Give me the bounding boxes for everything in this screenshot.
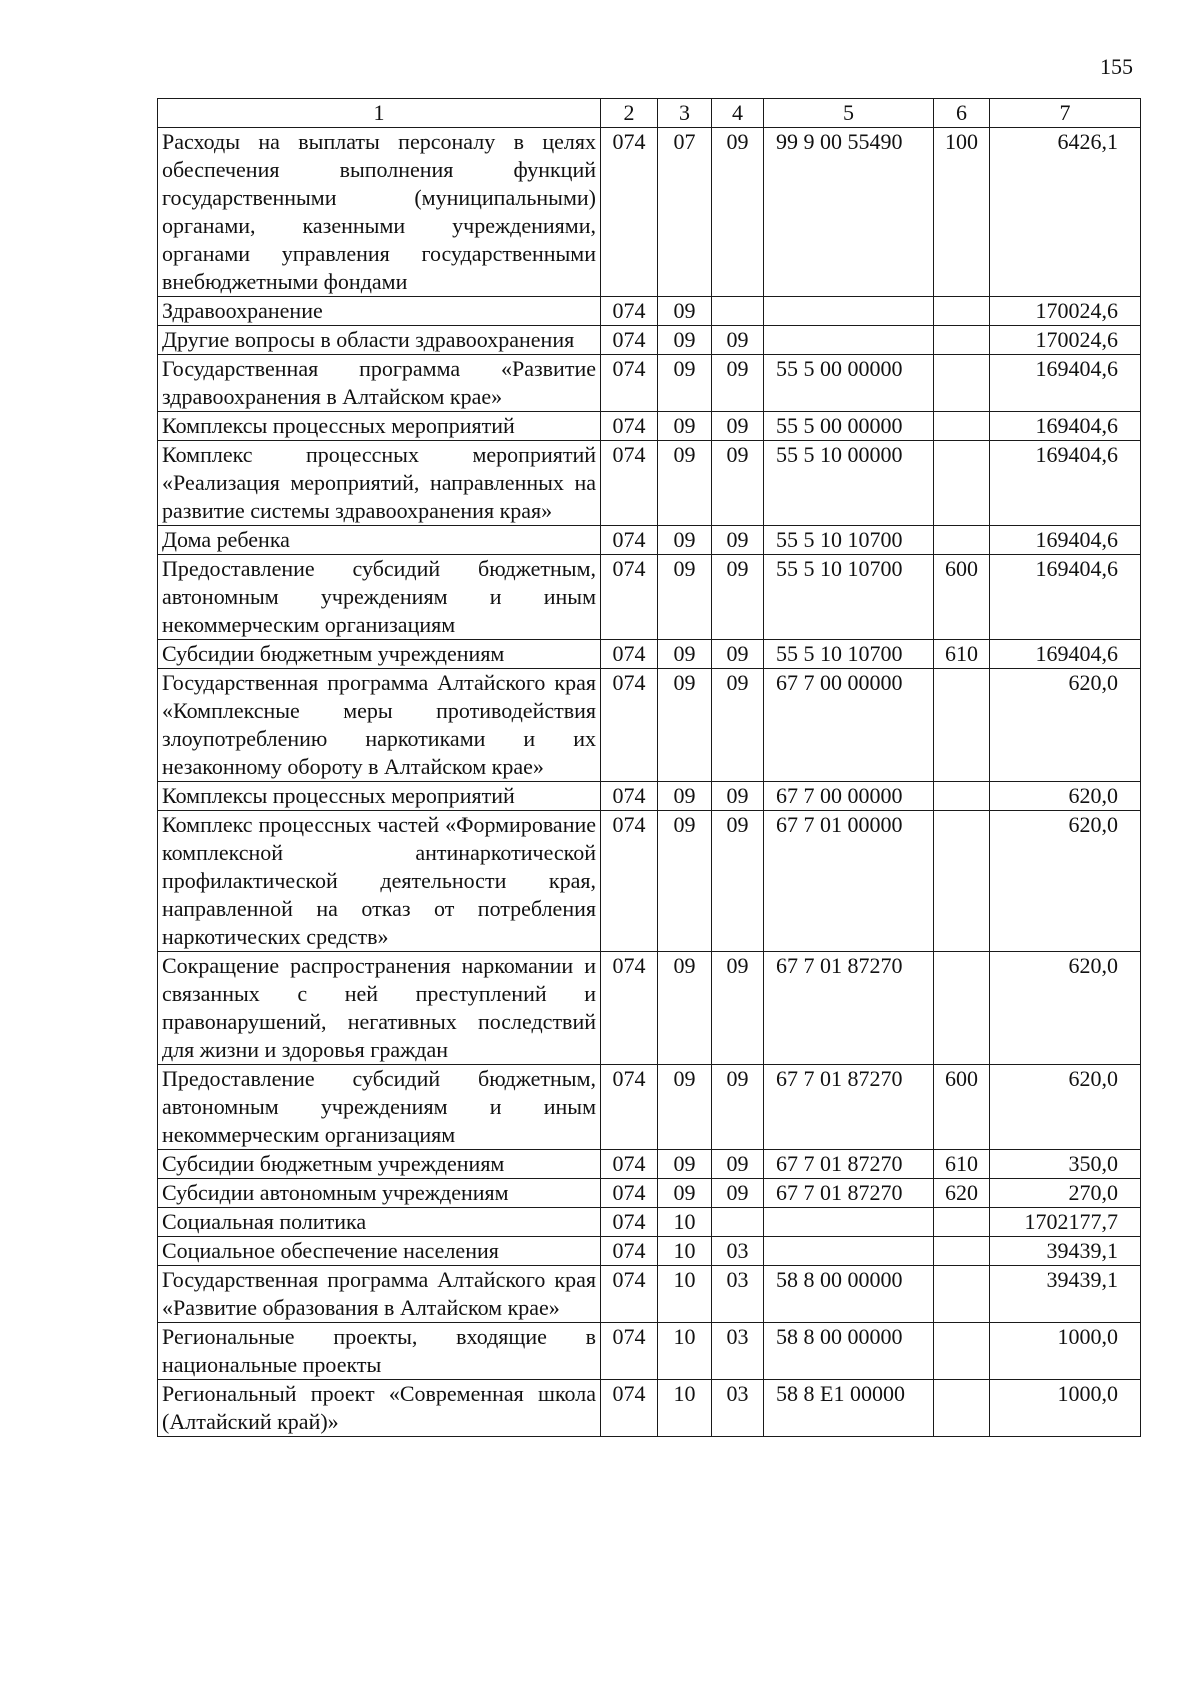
target-article-cell: 67 7 00 00000 <box>764 782 934 811</box>
column-header-7: 7 <box>990 99 1141 128</box>
table-row <box>158 297 1141 326</box>
target-article-cell <box>764 1237 934 1266</box>
ministry-code-cell: 074 <box>601 811 658 952</box>
subsection-code-cell: 09 <box>712 1065 764 1150</box>
item-name-cell: Субсидии бюджетным учреждениям <box>158 640 601 669</box>
ministry-code-cell: 074 <box>601 952 658 1065</box>
ministry-code-cell: 074 <box>601 1237 658 1266</box>
amount-cell: 1000,0 <box>990 1323 1141 1380</box>
table-row <box>158 1208 1141 1237</box>
table-row <box>158 1237 1141 1266</box>
amount-cell: 169404,6 <box>990 640 1141 669</box>
ministry-code-cell: 074 <box>601 669 658 782</box>
ministry-code-cell: 074 <box>601 1150 658 1179</box>
target-article-cell <box>764 1208 934 1237</box>
table-row <box>158 441 1141 526</box>
section-code-cell: 09 <box>658 326 712 355</box>
expense-type-cell <box>934 669 990 782</box>
target-article-cell: 67 7 00 00000 <box>764 669 934 782</box>
ministry-code-cell: 074 <box>601 128 658 297</box>
table-row <box>158 1323 1141 1380</box>
ministry-code-cell: 074 <box>601 1065 658 1150</box>
page-number: 155 <box>1100 54 1133 79</box>
section-code-cell: 09 <box>658 952 712 1065</box>
section-code-cell: 09 <box>658 782 712 811</box>
item-name-cell: Социальная политика <box>158 1208 601 1237</box>
section-code-cell: 09 <box>658 669 712 782</box>
subsection-code-cell: 03 <box>712 1237 764 1266</box>
item-name-cell: Субсидии автономным учреждениям <box>158 1179 601 1208</box>
column-header-6: 6 <box>934 99 990 128</box>
amount-cell: 170024,6 <box>990 326 1141 355</box>
subsection-code-cell: 03 <box>712 1266 764 1323</box>
item-name-cell: Государственная программа «Развитие здравоохранения в Алтайском крае» <box>158 355 601 412</box>
target-article-cell: 67 7 01 87270 <box>764 952 934 1065</box>
target-article-cell: 55 5 10 10700 <box>764 640 934 669</box>
expense-type-cell: 610 <box>934 640 990 669</box>
subsection-code-cell: 09 <box>712 811 764 952</box>
item-name-cell: Государственная программа Алтайского края «Комплексные меры противодействия злоупотреблению наркотиками и их незаконному обороту в Алтайском крае» <box>158 669 601 782</box>
amount-cell: 169404,6 <box>990 526 1141 555</box>
header-row <box>158 99 1141 128</box>
expense-type-cell <box>934 412 990 441</box>
target-article-cell: 67 7 01 00000 <box>764 811 934 952</box>
section-code-cell: 07 <box>658 128 712 297</box>
column-header-5: 5 <box>764 99 934 128</box>
target-article-cell: 67 7 01 87270 <box>764 1150 934 1179</box>
subsection-code-cell: 09 <box>712 128 764 297</box>
section-code-cell: 09 <box>658 355 712 412</box>
subsection-code-cell: 09 <box>712 782 764 811</box>
amount-cell: 39439,1 <box>990 1237 1141 1266</box>
ministry-code-cell: 074 <box>601 297 658 326</box>
expense-type-cell <box>934 811 990 952</box>
target-article-cell: 67 7 01 87270 <box>764 1065 934 1150</box>
table-row <box>158 811 1141 952</box>
ministry-code-cell: 074 <box>601 355 658 412</box>
ministry-code-cell: 074 <box>601 782 658 811</box>
expense-type-cell <box>934 355 990 412</box>
expense-type-cell <box>934 1266 990 1323</box>
amount-cell: 620,0 <box>990 952 1141 1065</box>
item-name-cell: Комплекс процессных мероприятий «Реализация мероприятий, направленных на развитие системы здравоохранения края» <box>158 441 601 526</box>
section-code-cell: 09 <box>658 640 712 669</box>
amount-cell: 1702177,7 <box>990 1208 1141 1237</box>
table-body <box>158 128 1141 1437</box>
item-name-cell: Дома ребенка <box>158 526 601 555</box>
subsection-code-cell: 09 <box>712 555 764 640</box>
expense-type-cell <box>934 1323 990 1380</box>
table-row <box>158 1065 1141 1150</box>
expense-type-cell: 100 <box>934 128 990 297</box>
section-code-cell: 09 <box>658 1065 712 1150</box>
subsection-code-cell: 09 <box>712 355 764 412</box>
ministry-code-cell: 074 <box>601 1179 658 1208</box>
expense-type-cell <box>934 1380 990 1437</box>
amount-cell: 620,0 <box>990 1065 1141 1150</box>
section-code-cell: 09 <box>658 526 712 555</box>
expense-type-cell <box>934 1237 990 1266</box>
table-row <box>158 355 1141 412</box>
column-header-1: 1 <box>158 99 601 128</box>
column-header-2: 2 <box>601 99 658 128</box>
ministry-code-cell: 074 <box>601 640 658 669</box>
amount-cell: 620,0 <box>990 669 1141 782</box>
table-row <box>158 555 1141 640</box>
column-header-4: 4 <box>712 99 764 128</box>
section-code-cell: 10 <box>658 1237 712 1266</box>
expense-type-cell <box>934 782 990 811</box>
table-row <box>158 640 1141 669</box>
subsection-code-cell: 09 <box>712 441 764 526</box>
expense-type-cell: 620 <box>934 1179 990 1208</box>
item-name-cell: Государственная программа Алтайского края «Развитие образования в Алтайском крае» <box>158 1266 601 1323</box>
item-name-cell: Субсидии бюджетным учреждениям <box>158 1150 601 1179</box>
expense-type-cell <box>934 952 990 1065</box>
ministry-code-cell: 074 <box>601 1208 658 1237</box>
section-code-cell: 10 <box>658 1266 712 1323</box>
section-code-cell: 09 <box>658 441 712 526</box>
section-code-cell: 10 <box>658 1380 712 1437</box>
section-code-cell: 09 <box>658 1150 712 1179</box>
amount-cell: 169404,6 <box>990 355 1141 412</box>
item-name-cell: Социальное обеспечение населения <box>158 1237 601 1266</box>
ministry-code-cell: 074 <box>601 1266 658 1323</box>
table-row <box>158 669 1141 782</box>
amount-cell: 169404,6 <box>990 441 1141 526</box>
table-row <box>158 412 1141 441</box>
section-code-cell: 09 <box>658 811 712 952</box>
item-name-cell: Предоставление субсидий бюджетным, автономным учреждениям и иным некоммерческим организациям <box>158 1065 601 1150</box>
target-article-cell: 55 5 00 00000 <box>764 355 934 412</box>
subsection-code-cell <box>712 1208 764 1237</box>
ministry-code-cell: 074 <box>601 1323 658 1380</box>
table-row <box>158 128 1141 297</box>
item-name-cell: Здравоохранение <box>158 297 601 326</box>
table-row <box>158 1266 1141 1323</box>
item-name-cell: Предоставление субсидий бюджетным, автономным учреждениям и иным некоммерческим организациям <box>158 555 601 640</box>
amount-cell: 270,0 <box>990 1179 1141 1208</box>
expense-type-cell: 600 <box>934 1065 990 1150</box>
target-article-cell: 58 8 00 00000 <box>764 1266 934 1323</box>
item-name-cell: Расходы на выплаты персоналу в целях обеспечения выполнения функций государственными (муниципальными) органами, казенными учреждениями, органами управления государственными внебюджетными фондами <box>158 128 601 297</box>
subsection-code-cell: 09 <box>712 669 764 782</box>
item-name-cell: Комплексы процессных мероприятий <box>158 782 601 811</box>
table-row <box>158 782 1141 811</box>
target-article-cell: 55 5 10 00000 <box>764 441 934 526</box>
expense-type-cell <box>934 1208 990 1237</box>
section-code-cell: 09 <box>658 297 712 326</box>
ministry-code-cell: 074 <box>601 526 658 555</box>
section-code-cell: 09 <box>658 1179 712 1208</box>
section-code-cell: 10 <box>658 1208 712 1237</box>
amount-cell: 169404,6 <box>990 412 1141 441</box>
target-article-cell: 58 8 00 00000 <box>764 1323 934 1380</box>
item-name-cell: Другие вопросы в области здравоохранения <box>158 326 601 355</box>
target-article-cell <box>764 326 934 355</box>
amount-cell: 39439,1 <box>990 1266 1141 1323</box>
table-row <box>158 952 1141 1065</box>
expense-type-cell <box>934 297 990 326</box>
amount-cell: 1000,0 <box>990 1380 1141 1437</box>
target-article-cell: 55 5 00 00000 <box>764 412 934 441</box>
subsection-code-cell: 09 <box>712 526 764 555</box>
budget-table <box>157 98 1141 1437</box>
subsection-code-cell: 09 <box>712 640 764 669</box>
table-row <box>158 1380 1141 1437</box>
ministry-code-cell: 074 <box>601 326 658 355</box>
table-header <box>158 99 1141 128</box>
section-code-cell: 10 <box>658 1323 712 1380</box>
section-code-cell: 09 <box>658 412 712 441</box>
amount-cell: 169404,6 <box>990 555 1141 640</box>
amount-cell: 170024,6 <box>990 297 1141 326</box>
amount-cell: 620,0 <box>990 782 1141 811</box>
subsection-code-cell: 09 <box>712 326 764 355</box>
ministry-code-cell: 074 <box>601 441 658 526</box>
subsection-code-cell: 09 <box>712 412 764 441</box>
expense-type-cell: 610 <box>934 1150 990 1179</box>
table-row <box>158 526 1141 555</box>
item-name-cell: Сокращение распространения наркомании и связанных с ней преступлений и правонарушений, негативных последствий для жизни и здоровья граждан <box>158 952 601 1065</box>
target-article-cell: 55 5 10 10700 <box>764 526 934 555</box>
amount-cell: 620,0 <box>990 811 1141 952</box>
expense-type-cell: 600 <box>934 555 990 640</box>
table-row <box>158 1150 1141 1179</box>
item-name-cell: Региональный проект «Современная школа (Алтайский край)» <box>158 1380 601 1437</box>
expense-type-cell <box>934 326 990 355</box>
expense-type-cell <box>934 526 990 555</box>
item-name-cell: Региональные проекты, входящие в национальные проекты <box>158 1323 601 1380</box>
ministry-code-cell: 074 <box>601 412 658 441</box>
expense-type-cell <box>934 441 990 526</box>
column-header-3: 3 <box>658 99 712 128</box>
target-article-cell: 99 9 00 55490 <box>764 128 934 297</box>
ministry-code-cell: 074 <box>601 555 658 640</box>
item-name-cell: Комплекс процессных частей «Формирование комплексной антинаркотической профилактической деятельности края, направленной на отказ от потребления наркотических средств» <box>158 811 601 952</box>
amount-cell: 350,0 <box>990 1150 1141 1179</box>
target-article-cell: 58 8 E1 00000 <box>764 1380 934 1437</box>
subsection-code-cell: 03 <box>712 1323 764 1380</box>
subsection-code-cell <box>712 297 764 326</box>
item-name-cell: Комплексы процессных мероприятий <box>158 412 601 441</box>
amount-cell: 6426,1 <box>990 128 1141 297</box>
subsection-code-cell: 09 <box>712 952 764 1065</box>
section-code-cell: 09 <box>658 555 712 640</box>
table-row <box>158 326 1141 355</box>
target-article-cell: 55 5 10 10700 <box>764 555 934 640</box>
target-article-cell <box>764 297 934 326</box>
subsection-code-cell: 03 <box>712 1380 764 1437</box>
subsection-code-cell: 09 <box>712 1150 764 1179</box>
subsection-code-cell: 09 <box>712 1179 764 1208</box>
ministry-code-cell: 074 <box>601 1380 658 1437</box>
target-article-cell: 67 7 01 87270 <box>764 1179 934 1208</box>
table-row <box>158 1179 1141 1208</box>
